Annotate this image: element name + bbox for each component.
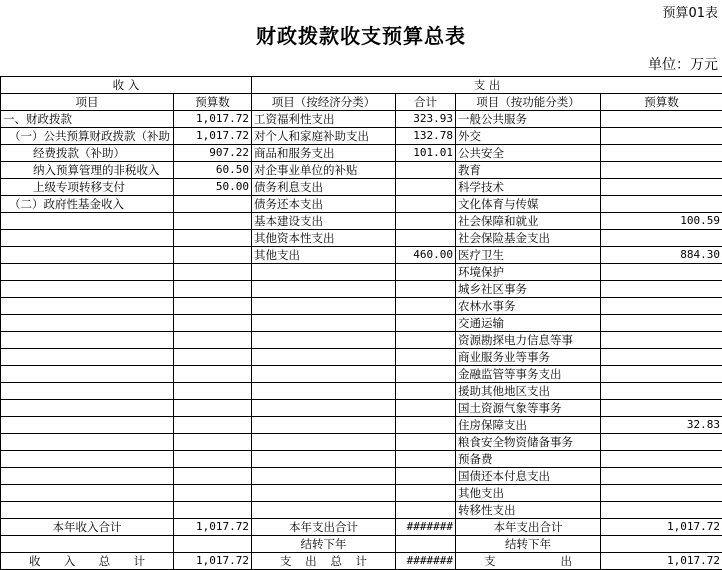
income-value — [174, 230, 252, 247]
table-row — [1, 451, 722, 468]
income-item — [1, 213, 174, 230]
econ-item — [252, 366, 396, 383]
table-row — [1, 145, 722, 162]
func-item: 农林水事务 — [456, 298, 601, 315]
income-item — [1, 332, 174, 349]
econ-value — [396, 281, 456, 298]
func-value — [601, 349, 722, 366]
func-item: 公共安全 — [456, 145, 601, 162]
col-total: 合计 — [396, 94, 456, 111]
year-expense-label: 本年支出合计 — [252, 519, 396, 536]
income-value — [174, 400, 252, 417]
func-value — [601, 298, 722, 315]
income-value: 907.22 — [174, 145, 252, 162]
total-char: 出 — [305, 553, 317, 569]
table-row — [1, 281, 722, 298]
func-value — [601, 434, 722, 451]
income-item — [1, 468, 174, 485]
func-item: 社会保险基金支出 — [456, 230, 601, 247]
econ-value — [396, 451, 456, 468]
econ-item — [252, 315, 396, 332]
table-row — [1, 298, 722, 315]
econ-item: 其他资本性支出 — [252, 230, 396, 247]
econ-item: 基本建设支出 — [252, 213, 396, 230]
func-item: 国债还本付息支出 — [456, 468, 601, 485]
income-value — [174, 332, 252, 349]
total-char: 计 — [133, 553, 145, 569]
func-value — [601, 264, 722, 281]
econ-item: 债务还本支出 — [252, 196, 396, 213]
func-item: 住房保障支出 — [456, 417, 601, 434]
func-item: 教育 — [456, 162, 601, 179]
income-item — [1, 315, 174, 332]
econ-value — [396, 298, 456, 315]
income-value — [174, 264, 252, 281]
econ-value — [396, 349, 456, 366]
expense-header: 支 出 — [252, 77, 722, 94]
table-row — [1, 485, 722, 502]
income-value — [174, 315, 252, 332]
table-row — [1, 332, 722, 349]
income-item — [1, 383, 174, 400]
econ-item — [252, 281, 396, 298]
table-row — [1, 315, 722, 332]
income-item: 经费拨款（补助） — [1, 145, 174, 162]
econ-item — [252, 264, 396, 281]
income-item — [1, 502, 174, 519]
income-value — [174, 485, 252, 502]
income-item — [1, 264, 174, 281]
econ-item — [252, 451, 396, 468]
econ-value — [396, 230, 456, 247]
func-item: 科学技术 — [456, 179, 601, 196]
func-item: 环境保护 — [456, 264, 601, 281]
econ-value — [396, 468, 456, 485]
table-row — [1, 247, 722, 264]
income-item — [1, 298, 174, 315]
econ-item — [252, 434, 396, 451]
func-item: 一般公共服务 — [456, 111, 601, 128]
income-item: 上级专项转移支付 — [1, 179, 174, 196]
expense-total-label — [252, 553, 396, 570]
func-value — [601, 502, 722, 519]
func-item: 医疗卫生 — [456, 247, 601, 264]
income-item — [1, 485, 174, 502]
income-value: 1,017.72 — [174, 128, 252, 145]
expense-total-label-2 — [456, 553, 601, 570]
total-char: 总 — [99, 553, 111, 569]
econ-value — [396, 485, 456, 502]
func-value — [601, 468, 722, 485]
year-expense-label-2: 本年支出合计 — [456, 519, 601, 536]
income-item — [1, 451, 174, 468]
func-item: 外交 — [456, 128, 601, 145]
table-row — [1, 434, 722, 451]
income-item — [1, 400, 174, 417]
income-item — [1, 417, 174, 434]
func-value — [601, 179, 722, 196]
econ-item — [252, 298, 396, 315]
header-row — [1, 94, 722, 111]
col-item: 项目 — [1, 94, 174, 111]
table-row — [1, 111, 722, 128]
page-title: 财政拨款收支预算总表 — [0, 20, 722, 49]
func-value — [601, 230, 722, 247]
econ-value — [396, 383, 456, 400]
expense-total-value-2: 1,017.72 — [601, 553, 722, 570]
econ-value — [396, 502, 456, 519]
income-item — [1, 230, 174, 247]
func-item: 国土资源气象等事务 — [456, 400, 601, 417]
func-value — [601, 145, 722, 162]
unit-label: 单位：万元 — [648, 54, 718, 74]
func-item: 转移性支出 — [456, 502, 601, 519]
income-item — [1, 349, 174, 366]
income-value — [174, 247, 252, 264]
econ-item: 对企事业单位的补贴 — [252, 162, 396, 179]
year-income-label: 本年收入合计 — [1, 519, 174, 536]
total-char: 收 — [29, 553, 41, 569]
expense-total-value: ####### — [396, 553, 456, 570]
func-value — [601, 366, 722, 383]
func-value — [601, 128, 722, 145]
income-total-value: 1,017.72 — [174, 553, 252, 570]
func-item: 其他支出 — [456, 485, 601, 502]
func-item: 粮食安全物资储备事务 — [456, 434, 601, 451]
econ-item — [252, 332, 396, 349]
total-char: 支 — [280, 553, 292, 569]
income-value — [174, 451, 252, 468]
econ-value — [396, 400, 456, 417]
income-item — [1, 434, 174, 451]
form-code: 预算01表 — [662, 2, 718, 21]
econ-item: 其他支出 — [252, 247, 396, 264]
income-value — [174, 417, 252, 434]
econ-value: 101.01 — [396, 145, 456, 162]
table-row — [1, 468, 722, 485]
income-value: 50.00 — [174, 179, 252, 196]
col-func-item: 项目（按功能分类） — [456, 94, 601, 111]
func-value — [601, 315, 722, 332]
year-expense-value-2: 1,017.72 — [601, 519, 722, 536]
year-expense-value: ####### — [396, 519, 456, 536]
econ-value — [396, 366, 456, 383]
func-value — [601, 400, 722, 417]
econ-value: 460.00 — [396, 247, 456, 264]
econ-value — [396, 196, 456, 213]
table-row — [1, 349, 722, 366]
func-value — [601, 332, 722, 349]
func-value — [601, 196, 722, 213]
total-char: 计 — [355, 553, 367, 569]
func-item: 资源勘探电力信息等事 — [456, 332, 601, 349]
table-row — [1, 196, 722, 213]
econ-item — [252, 502, 396, 519]
func-item: 预备费 — [456, 451, 601, 468]
econ-item: 工资福利性支出 — [252, 111, 396, 128]
income-item: （一）公共预算财政拨款（补助 — [1, 128, 174, 145]
blank-cell — [601, 536, 722, 553]
func-value — [601, 485, 722, 502]
table-row — [1, 128, 722, 145]
income-item — [1, 366, 174, 383]
func-item: 社会保障和就业 — [456, 213, 601, 230]
table-row — [1, 400, 722, 417]
header-row-top — [1, 77, 722, 94]
econ-value: 132.78 — [396, 128, 456, 145]
func-value — [601, 383, 722, 400]
econ-item — [252, 349, 396, 366]
income-value — [174, 196, 252, 213]
income-value — [174, 281, 252, 298]
income-value — [174, 468, 252, 485]
income-total-label — [1, 553, 174, 570]
year-total-row — [1, 519, 722, 536]
col-budget: 预算数 — [174, 94, 252, 111]
table-row — [1, 264, 722, 281]
grand-total-row — [1, 553, 722, 570]
income-value — [174, 434, 252, 451]
table-row — [1, 179, 722, 196]
func-item: 交通运输 — [456, 315, 601, 332]
blank-cell — [174, 536, 252, 553]
table-row — [1, 230, 722, 247]
econ-item — [252, 468, 396, 485]
func-value — [601, 162, 722, 179]
func-value: 884.30 — [601, 247, 722, 264]
total-char: 总 — [330, 553, 342, 569]
econ-item — [252, 417, 396, 434]
table-row — [1, 162, 722, 179]
table-row — [1, 213, 722, 230]
carry-label-2: 结转下年 — [456, 536, 601, 553]
econ-item — [252, 383, 396, 400]
func-value — [601, 111, 722, 128]
func-value — [601, 281, 722, 298]
carry-row — [1, 536, 722, 553]
income-value: 60.50 — [174, 162, 252, 179]
func-item: 援助其他地区支出 — [456, 383, 601, 400]
total-char: 出 — [561, 553, 573, 569]
func-item: 文化体育与传媒 — [456, 196, 601, 213]
func-value: 100.59 — [601, 213, 722, 230]
budget-table — [0, 76, 722, 570]
year-income-value: 1,017.72 — [174, 519, 252, 536]
func-item: 金融监管等事务支出 — [456, 366, 601, 383]
econ-value — [396, 434, 456, 451]
econ-value — [396, 315, 456, 332]
income-value: 1,017.72 — [174, 111, 252, 128]
econ-item — [252, 485, 396, 502]
income-value — [174, 383, 252, 400]
econ-value: 323.93 — [396, 111, 456, 128]
blank-cell — [1, 536, 174, 553]
income-value — [174, 298, 252, 315]
econ-value — [396, 264, 456, 281]
income-item: （二）政府性基金收入 — [1, 196, 174, 213]
econ-value — [396, 162, 456, 179]
table-row — [1, 417, 722, 434]
econ-item: 债务利息支出 — [252, 179, 396, 196]
func-value: 32.83 — [601, 417, 722, 434]
func-item: 商业服务业等事务 — [456, 349, 601, 366]
income-value — [174, 349, 252, 366]
income-item: 纳入预算管理的非税收入 — [1, 162, 174, 179]
income-value — [174, 502, 252, 519]
table-row — [1, 502, 722, 519]
table-row — [1, 366, 722, 383]
blank-cell — [396, 536, 456, 553]
income-value — [174, 366, 252, 383]
econ-item: 对个人和家庭补助支出 — [252, 128, 396, 145]
econ-value — [396, 179, 456, 196]
col-econ-item: 项目（按经济分类） — [252, 94, 396, 111]
table-row — [1, 383, 722, 400]
income-header: 收 入 — [1, 77, 252, 94]
func-value — [601, 451, 722, 468]
income-value — [174, 213, 252, 230]
econ-value — [396, 213, 456, 230]
func-item: 城乡社区事务 — [456, 281, 601, 298]
carry-label: 结转下年 — [252, 536, 396, 553]
econ-value — [396, 332, 456, 349]
econ-item: 商品和服务支出 — [252, 145, 396, 162]
income-item — [1, 281, 174, 298]
income-item — [1, 247, 174, 264]
total-char: 支 — [484, 553, 496, 569]
income-item: 一、财政拨款 — [1, 111, 174, 128]
econ-item — [252, 400, 396, 417]
col-func-budget: 预算数 — [601, 94, 722, 111]
total-char: 入 — [64, 553, 76, 569]
econ-value — [396, 417, 456, 434]
